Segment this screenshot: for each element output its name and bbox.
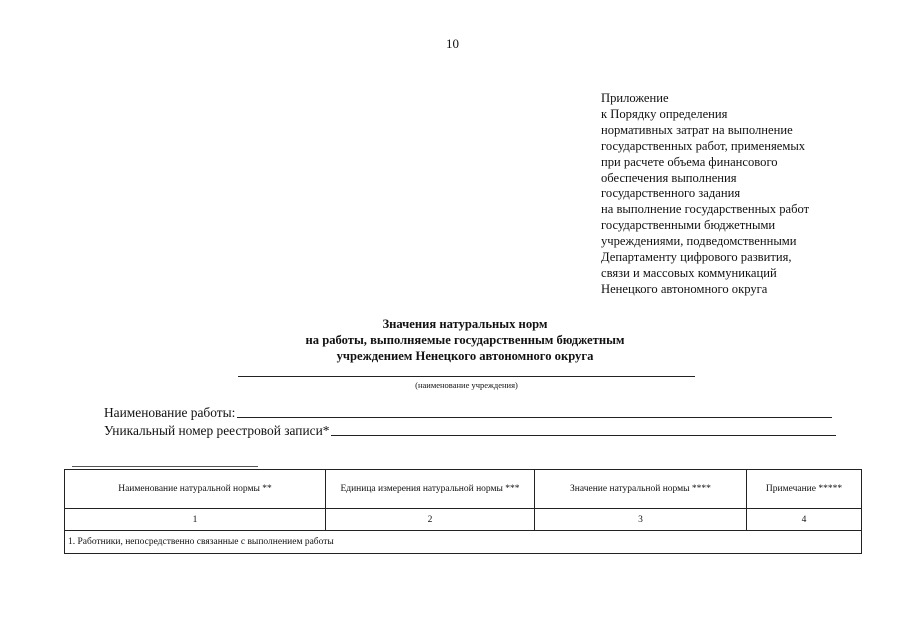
column-number: 1 (65, 509, 326, 531)
column-number: 3 (535, 509, 747, 531)
appendix-line: Ненецкого автономного округа (601, 281, 768, 296)
scan-artifact-line (72, 466, 258, 467)
title-line-1: Значения натуральных норм (382, 317, 548, 331)
header-value: Значение натуральной нормы **** (535, 470, 747, 509)
table-row (65, 509, 862, 531)
appendix-line: обеспечения выполнения (601, 170, 737, 185)
document-title (230, 316, 700, 364)
registry-number-blank[interactable] (331, 435, 836, 436)
header-unit: Единица измерения натуральной нормы *** (326, 470, 535, 509)
norms-table (64, 469, 862, 554)
appendix-line: государственных работ, применяемых (601, 138, 806, 153)
appendix-line: на выполнение государственных работ (601, 202, 810, 217)
appendix-line: учреждениями, подведомственными (601, 234, 797, 249)
appendix-line: нормативных затрат на выполнение (601, 122, 793, 137)
table-row (65, 531, 862, 554)
appendix-line: при расчете объема финансового (601, 154, 778, 169)
appendix-line: государственного задания (601, 186, 741, 201)
work-name-blank[interactable] (237, 417, 832, 418)
appendix-line: связи и массовых коммуникаций (601, 265, 777, 280)
registry-number-label: Уникальный номер реестровой записи* (104, 423, 330, 438)
header-norm-name: Наименование натуральной нормы ** (65, 470, 326, 509)
title-line-2: на работы, выполняемые государственным бюджетным (305, 333, 625, 347)
title-line-3: учреждением Ненецкого автономного округа (336, 349, 594, 363)
appendix-line: к Порядку определения (601, 106, 728, 121)
section-row-title: 1. Работники, непосредственно связанные с выполнением работы (65, 531, 862, 554)
registry-number-field[interactable] (104, 423, 836, 439)
column-number: 2 (326, 509, 535, 531)
institution-caption: (наименование учреждения) (415, 380, 518, 390)
appendix-line: Департаменту цифрового развития, (601, 250, 792, 265)
work-name-label: Наименование работы: (104, 405, 236, 420)
appendix-line: Приложение (601, 91, 669, 105)
table-header-row (65, 470, 862, 509)
appendix-line: государственными бюджетными (601, 218, 776, 233)
work-name-field[interactable] (104, 405, 832, 421)
appendix-block (601, 91, 891, 298)
page-number: 10 (446, 36, 459, 51)
header-note: Примечание ***** (747, 470, 862, 509)
column-number: 4 (747, 509, 862, 531)
institution-name-line[interactable] (238, 376, 695, 377)
